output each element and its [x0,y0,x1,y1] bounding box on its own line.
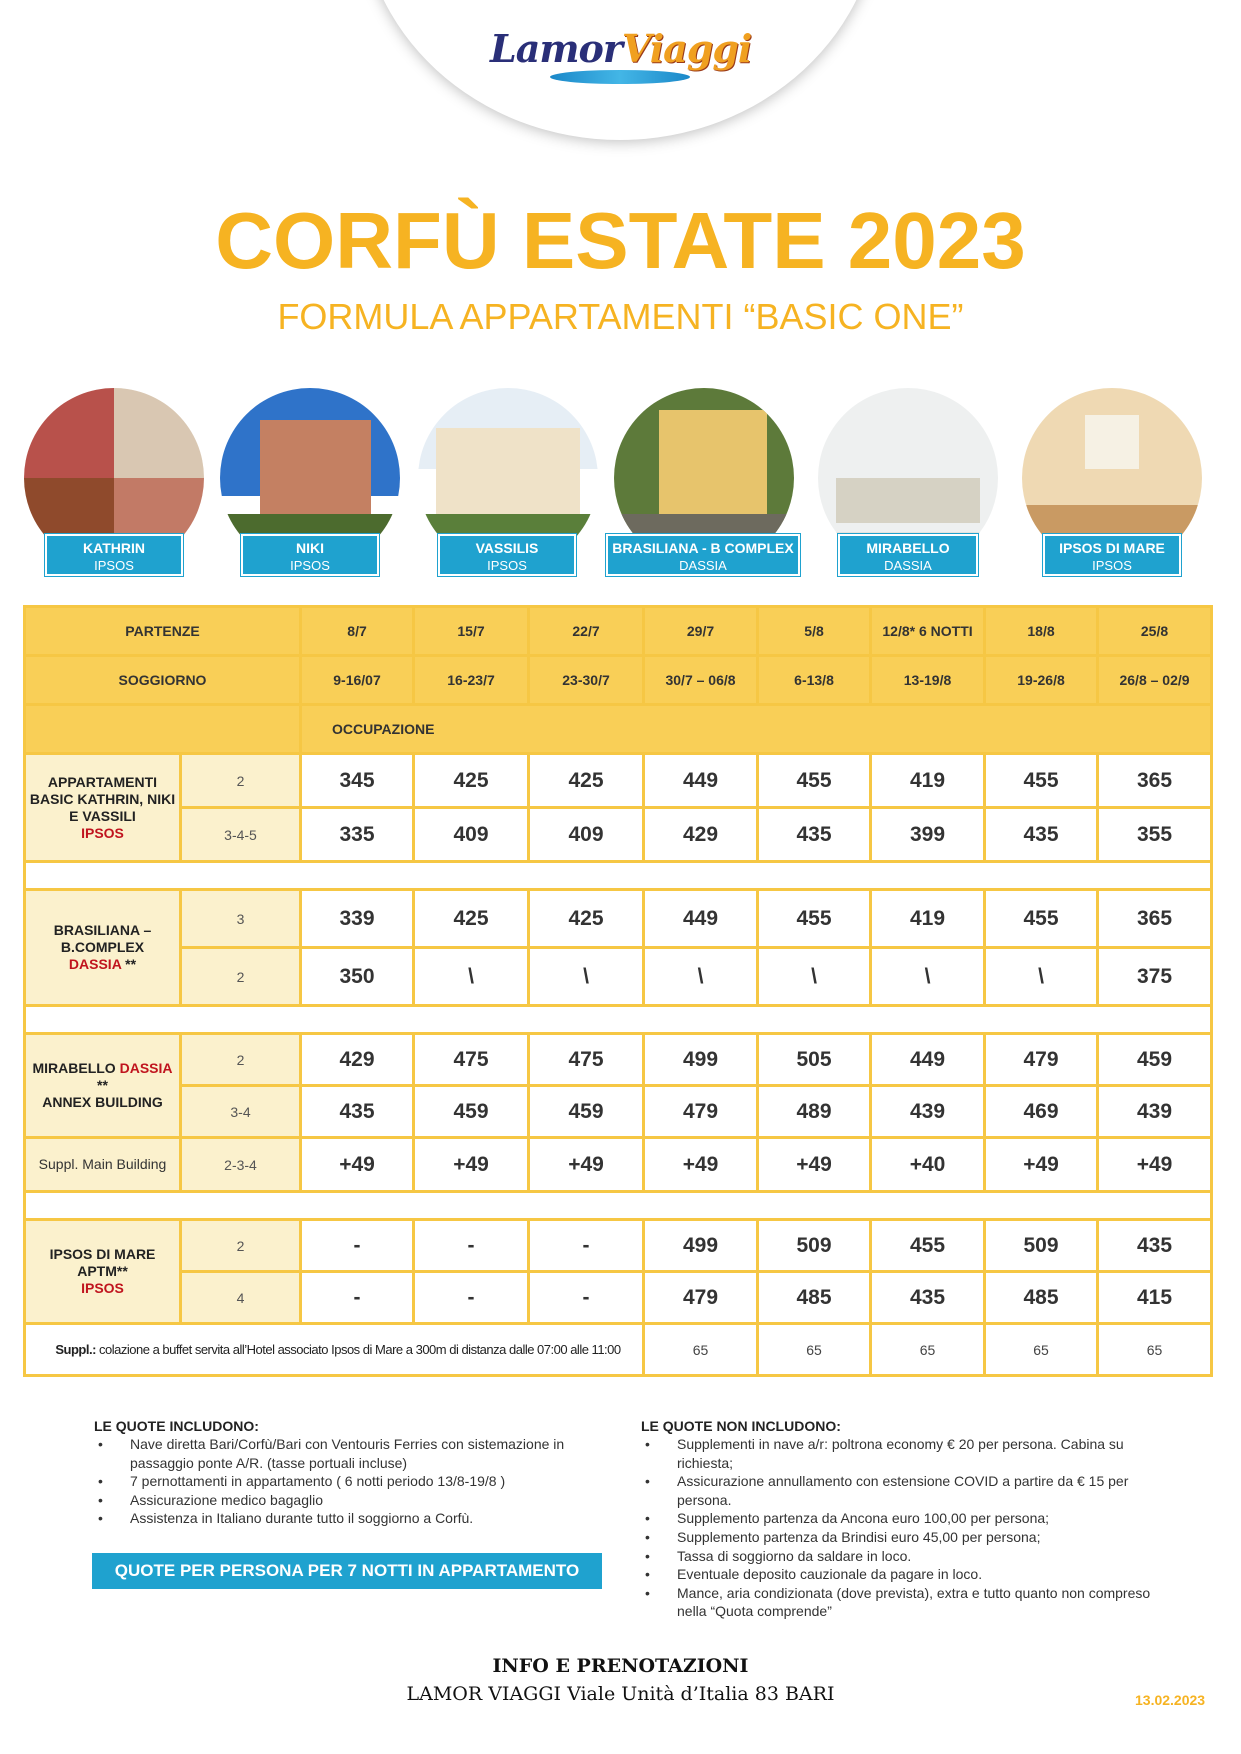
row-occupazione [25,705,1212,754]
price-cell: \ [529,948,644,1006]
page-subtitle: FORMULA APPARTAMENTI “BASIC ONE” [277,296,964,337]
price-cell: 459 [414,1086,529,1138]
partenze-label: PARTENZE [25,607,301,656]
departure-date: 5/8 [758,607,871,656]
price-cell: 435 [985,808,1098,862]
price-cell: 449 [644,754,758,808]
price-cell: 479 [985,1034,1098,1086]
group-name: IPSOS DI MARE APTM** [49,1246,156,1279]
price-cell: 435 [758,808,871,862]
table-row [25,948,1212,1006]
price-cell: 415 [1098,1272,1212,1324]
price-cell: 485 [985,1272,1098,1324]
price-cell: 375 [1098,948,1212,1006]
occupancy: 2 [181,1034,301,1086]
table-row [25,1220,1212,1272]
price-cell: 419 [871,890,985,948]
document-date: 13.02.2023 [1135,1692,1206,1708]
table-row [25,1272,1212,1324]
price-cell: 455 [871,1220,985,1272]
hotel-label-ipsos-di-mare [1043,534,1181,576]
price-cell: - [414,1272,529,1324]
price-cell: 509 [985,1220,1098,1272]
group-place: IPSOS [81,824,124,841]
stay-period: 19-26/8 [985,656,1098,705]
page-title: CORFÙ ESTATE 2023 [215,196,1026,285]
row-soggiorno [25,656,1212,705]
occupancy: 2 [181,948,301,1006]
price-cell: 425 [414,754,529,808]
occupancy: 3-4 [181,1086,301,1138]
group-name: APPARTAMENTI BASIC KATHRIN, NIKI E VASSILI [29,773,176,824]
departure-date: 8/7 [301,607,414,656]
price-cell: 475 [414,1034,529,1086]
occupancy: 2-3-4 [181,1138,301,1192]
price-table [23,605,1213,1377]
logo-text-lamor: Lamor [490,26,622,71]
group-name: BRASILIANA – B.COMPLEX [53,922,152,955]
price-cell: 459 [529,1086,644,1138]
price-cell: 499 [644,1034,758,1086]
departure-date: 18/8 [985,607,1098,656]
occupazione-spacer [25,705,301,754]
price-cell: +40 [871,1138,985,1192]
hotel-label-brasiliana [606,534,800,576]
price-cell: 435 [1098,1220,1212,1272]
stay-period: 9-16/07 [301,656,414,705]
price-cell: +49 [414,1138,529,1192]
logo-wave-icon [550,70,690,84]
list-item: • Supplemento partenza da Brindisi euro 45,00 per persona; [641,1528,1181,1547]
group-label-brasiliana [25,890,181,1006]
price-cell: 439 [1098,1086,1212,1138]
list-item: • Mance, aria condizionata (dove prevista), extra e tutto quanto non compreso nella “Quota comprende” [641,1584,1181,1621]
group-place: IPSOS [81,1280,124,1296]
price-cell: - [414,1220,529,1272]
table-separator [25,1192,1212,1220]
price-cell: 419 [871,754,985,808]
breakfast-supplement-row [25,1324,1212,1376]
price-cell: 350 [301,948,414,1006]
list-item: • Nave diretta Bari/Corfù/Bari con Ventouris Ferries con sistemazione in passaggio ponte A/R. (tasse portuali incluse) [94,1435,614,1472]
departure-date: 12/8* 6 NOTTI [871,607,985,656]
hotel-place: DASSIA [679,558,727,573]
info-address: LAMOR VIAGGI Viale Unità d’Italia 83 BARI [406,1683,835,1705]
table-row [25,808,1212,862]
hotel-label-kathrin [45,534,183,576]
price-cell: 365 [1098,754,1212,808]
includes-section [94,1418,614,1528]
price-cell: - [301,1272,414,1324]
suppl-text: colazione a buffet servita all’Hotel associato Ipsos di Mare a 300m di distanza dalle 07:00 alle 11:00 [95,1342,621,1357]
price-cell: 409 [414,808,529,862]
departure-date: 22/7 [529,607,644,656]
occupancy: 3-4-5 [181,808,301,862]
price-cell: 429 [301,1034,414,1086]
departure-date: 29/7 [644,607,758,656]
hotel-name: MIRABELLO [866,540,950,556]
price-cell: 449 [871,1034,985,1086]
hotel-place: IPSOS [1092,558,1132,573]
stay-period: 6-13/8 [758,656,871,705]
logo-text-viaggi: Viaggi [621,26,752,71]
price-cell: 65 [644,1324,758,1376]
price-cell: +49 [529,1138,644,1192]
list-item: • Assicurazione annullamento con estensione COVID a partire da € 15 per persona. [641,1472,1181,1509]
group-label-mirabello [25,1034,181,1138]
price-cell: 459 [1098,1034,1212,1086]
price-cell: 499 [644,1220,758,1272]
breakfast-supplement-label [25,1324,644,1376]
price-cell: +49 [985,1138,1098,1192]
includes-title: LE QUOTE INCLUDONO: [94,1418,259,1434]
price-cell: 365 [1098,890,1212,948]
price-cell: 425 [529,754,644,808]
price-cell: 455 [758,754,871,808]
price-cell: \ [644,948,758,1006]
list-item: • 7 pernottamenti in appartamento ( 6 notti periodo 13/8-19/8 ) [94,1472,614,1491]
price-cell: 339 [301,890,414,948]
list-item: • Tassa di soggiorno da saldare in loco. [641,1547,1181,1566]
price-cell: \ [414,948,529,1006]
hotel-label-mirabello [838,534,978,576]
group-place: DASSIA [68,956,122,972]
hotel-place: IPSOS [94,558,134,573]
price-cell: +49 [1098,1138,1212,1192]
soggiorno-label: SOGGIORNO [25,656,301,705]
quote-per-person-banner: QUOTE PER PERSONA PER 7 NOTTI IN APPARTAMENTO [92,1553,602,1589]
not-includes-section [641,1418,1181,1621]
price-cell: 345 [301,754,414,808]
price-cell: 479 [644,1086,758,1138]
price-cell: 435 [871,1272,985,1324]
price-cell: 409 [529,808,644,862]
price-cell: 425 [529,890,644,948]
group-suffix: ** [97,1077,108,1093]
price-cell: 429 [644,808,758,862]
price-cell: \ [985,948,1098,1006]
price-cell: 449 [644,890,758,948]
price-cell: 469 [985,1086,1098,1138]
list-item: • Supplementi in nave a/r: poltrona economy € 20 per persona. Cabina su richiesta; [641,1435,1181,1472]
group-place: DASSIA [119,1060,173,1076]
price-cell: \ [758,948,871,1006]
occupancy: 3 [181,890,301,948]
price-cell: +49 [644,1138,758,1192]
hotel-place: IPSOS [487,558,527,573]
hotel-name: VASSILIS [475,540,539,556]
group-label-kathrin [25,754,181,862]
stay-period: 23-30/7 [529,656,644,705]
table-separator [25,862,1212,890]
stay-period: 30/7 – 06/8 [644,656,758,705]
price-cell: 439 [871,1086,985,1138]
price-cell: +49 [301,1138,414,1192]
list-item: • Supplemento partenza da Ancona euro 100,00 per persona; [641,1509,1181,1528]
price-cell: 65 [871,1324,985,1376]
hotel-name: IPSOS DI MARE [1059,540,1165,556]
price-cell: - [529,1220,644,1272]
list-item: • Assistenza in Italiano durante tutto il soggiorno a Corfù. [94,1509,614,1528]
list-item: • Eventuale deposito cauzionale da pagare in loco. [641,1565,1181,1584]
info-title: INFO E PRENOTAZIONI [492,1655,749,1677]
hotel-name: BRASILIANA - B COMPLEX [612,540,794,556]
price-cell: 479 [644,1272,758,1324]
occupancy: 2 [181,1220,301,1272]
table-row [25,890,1212,948]
occupazione-label: OCCUPAZIONE [301,705,1212,754]
departure-date: 15/7 [414,607,529,656]
price-cell: +49 [758,1138,871,1192]
occupancy: 4 [181,1272,301,1324]
list-item: • Assicurazione medico bagaglio [94,1491,614,1510]
suppl-bold: Suppl.: [55,1342,96,1357]
price-cell: 489 [758,1086,871,1138]
group-suffix: ** [121,956,137,972]
table-row [25,754,1212,808]
suppl-main-building-label: Suppl. Main Building [25,1138,181,1192]
hotel-place: DASSIA [884,558,932,573]
table-separator [25,1006,1212,1034]
price-cell: 509 [758,1220,871,1272]
departure-date: 25/8 [1098,607,1212,656]
group-annex: ANNEX BUILDING [42,1094,163,1110]
price-cell: - [529,1272,644,1324]
hotel-name: NIKI [296,540,324,556]
price-cell: 455 [985,890,1098,948]
stay-period: 16-23/7 [414,656,529,705]
stay-period: 13-19/8 [871,656,985,705]
price-cell: 455 [758,890,871,948]
table-row [25,1138,1212,1192]
hotel-name: KATHRIN [83,540,145,556]
table-row [25,1034,1212,1086]
price-cell: 475 [529,1034,644,1086]
lamor-viaggi-logo[interactable] [490,22,750,86]
price-cell: 335 [301,808,414,862]
price-cell: 455 [985,754,1098,808]
price-cell: 485 [758,1272,871,1324]
not-includes-title: LE QUOTE NON INCLUDONO: [641,1418,841,1434]
hotel-place: IPSOS [290,558,330,573]
hotel-label-vassilis [438,534,576,576]
price-cell: - [301,1220,414,1272]
hotel-label-niki [241,534,379,576]
row-partenze [25,607,1212,656]
occupancy: 2 [181,754,301,808]
price-cell: 399 [871,808,985,862]
price-cell: 65 [985,1324,1098,1376]
price-cell: 425 [414,890,529,948]
stay-period: 26/8 – 02/9 [1098,656,1212,705]
price-cell: \ [871,948,985,1006]
price-cell: 505 [758,1034,871,1086]
group-name: MIRABELLO [32,1060,116,1076]
group-label-ipsos-di-mare [25,1220,181,1324]
price-cell: 65 [758,1324,871,1376]
table-row [25,1086,1212,1138]
price-cell: 355 [1098,808,1212,862]
price-cell: 435 [301,1086,414,1138]
price-cell: 65 [1098,1324,1212,1376]
